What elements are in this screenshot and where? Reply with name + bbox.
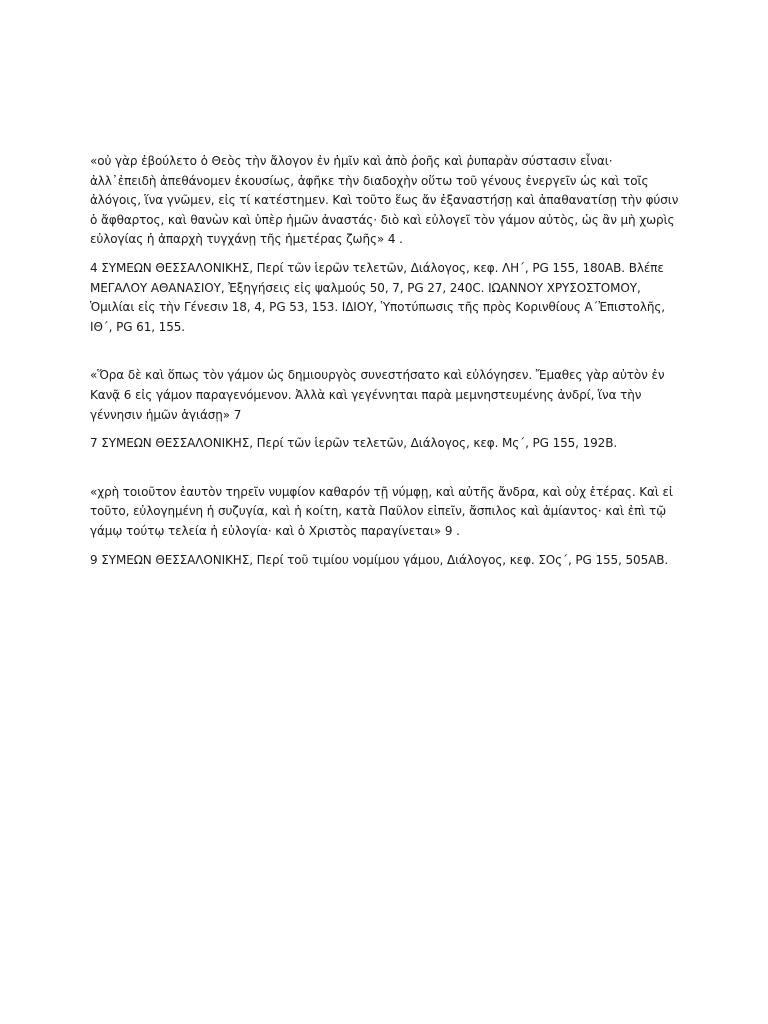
footnote: 7 ΣΥΜΕΩΝ ΘΕΣΣΑΛΟΝΙΚΗΣ, Περί τῶν ἱερῶν τελετῶν, Διάλογος, κεφ. Μς΄, PG 155, 192B. [90, 436, 618, 451]
document-page [90, 152, 682, 570]
quote-paragraph: «χρὴ τοιοῦτον ἑαυτὸν τηρεῖν νυμφίον καθαρόν τῇ νύμφῃ, καὶ αὐτῆς ἄνδρα, καὶ οὐχ ἑτέρας. Καὶ εἰ τοῦτο, εὐλογημένη ἡ συζυγία, καὶ ἡ κοίτη, κατὰ Παῦλον εἰπεῖν, ἄσπιλος καὶ ἀμίαντος· καὶ ἐπὶ τῷ γάμῳ τούτῳ τελεία ἡ εὐλογία· καὶ ὁ Χριστὸς παραγίνεται» 9 . [90, 484, 673, 538]
footnote: 4 ΣΥΜΕΩΝ ΘΕΣΣΑΛΟΝΙΚΗΣ, Περί τῶν ἱερῶν τελετῶν, Διάλογος, κεφ. ΛΗ΄, PG 155, 180AB. Βλέπε ΜΕΓΑΛΟΥ ΑΘΑΝΑΣΙΟΥ, Ἐξηγήσεις εἰς ψαλμούς 50, 7, PG 27, 240C. ΙΩΑΝΝΟΥ ΧΡΥΣΟΣΤΟΜΟΥ, Ὁμιλίαι εἰς τὴν Γένεσιν 18, 4, PG 53, 153. ΙΔΙΟΥ, Ὑποτύπωσις τῆς πρὸς Κορινθίους Α΄Ἐπιστολῆς, ΙΘ΄, PG 61, 155. [90, 260, 666, 334]
quote-paragraph: «οὐ γὰρ ἐβούλετο ὁ Θεὸς τὴν ἄλογον ἐν ἡμῖν καὶ ἀπὸ ῥοῆς καὶ ῥυπαρὰν σύστασιν εἶναι· ἀλλ᾿ἐπειδὴ ἀπεθάνομεν ἑκουσίως, ἀφῆκε τὴν διαδοχὴν οὕτω τοῦ γένους ἐνεργεῖν ὡς καὶ τοῖς ἀλόγοις, ἵνα γνῶμεν, εἰς τί κατέστημεν. Καὶ τοῦτο ἕως ἄν ἐξαναστήσῃ καὶ ἀπαθανατίσῃ τὴν φύσιν ὁ ἄφθαρτος, καὶ θανὼν καὶ ὑπὲρ ἡμῶν ἀναστάς· διὸ καὶ εὐλογεῖ τὸν γάμον αὐτὸς, ὡς ἂν μὴ χωρὶς εὐλογίας ἡ ἀπαρχὴ τυγχάνῃ τῆς ἡμετέρας ζωῆς» 4 . [90, 154, 679, 247]
footnote: 9 ΣΥΜΕΩΝ ΘΕΣΣΑΛΟΝΙΚΗΣ, Περί τοῦ τιμίου νομίμου γάμου, Διάλογος, κεφ. ΣΟς΄, PG 155, 505AB. [90, 552, 669, 567]
quote-paragraph: «Ὅρα δὲ καὶ ὅπως τὸν γάμον ὡς δημιουργὸς συνεστήσατο καὶ εὐλόγησεν. Ἔμαθες γὰρ αὐτὸν ἐν Κανᾷ 6 εἰς γάμον παραγενόμενον. Ἀλλὰ καὶ γεγέννηται παρὰ μεμνηστευμένης ἀνδρί, ἵνα τὴν γέννησιν ἡμῶν ἁγιάσῃ» 7 [90, 368, 665, 422]
